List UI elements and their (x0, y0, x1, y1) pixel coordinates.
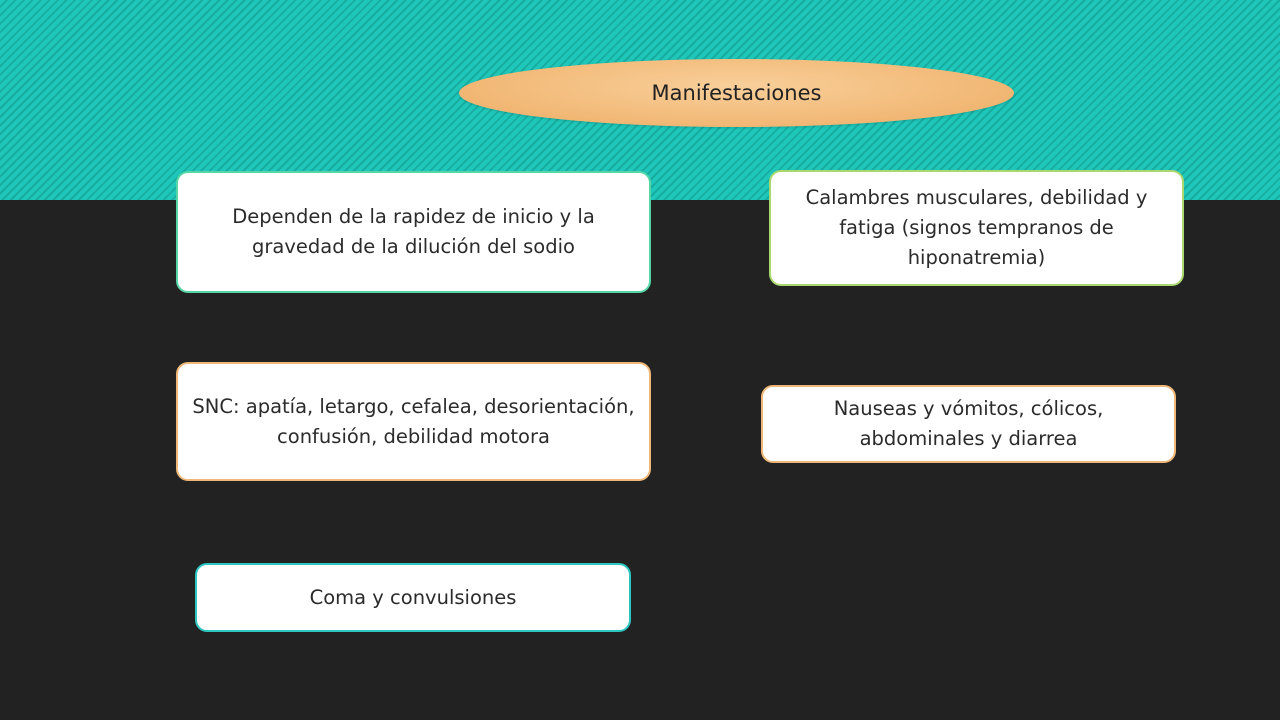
box-coma (195, 563, 631, 632)
box-snc-text: SNC: apatía, letargo, cefalea, desorientación, confusión, debilidad motora (192, 394, 635, 448)
box-nauseas-text: Nauseas y vómitos, cólicos, abdominales y diarrea (833, 397, 1104, 450)
box-rapidez (176, 171, 651, 293)
title-text: Manifestaciones (651, 81, 822, 105)
box-coma-text: Coma y convulsiones (309, 585, 517, 609)
box-calambres (769, 170, 1184, 286)
box-nauseas (761, 385, 1176, 463)
box-snc (176, 362, 651, 481)
box-calambres-text: Calambres musculares, debilidad y fatiga (signos tempranos de hiponatremia) (805, 186, 1148, 269)
title-ellipse (459, 59, 1014, 127)
box-rapidez-text: Dependen de la rapidez de inicio y la gravedad de la dilución del sodio (232, 205, 595, 258)
